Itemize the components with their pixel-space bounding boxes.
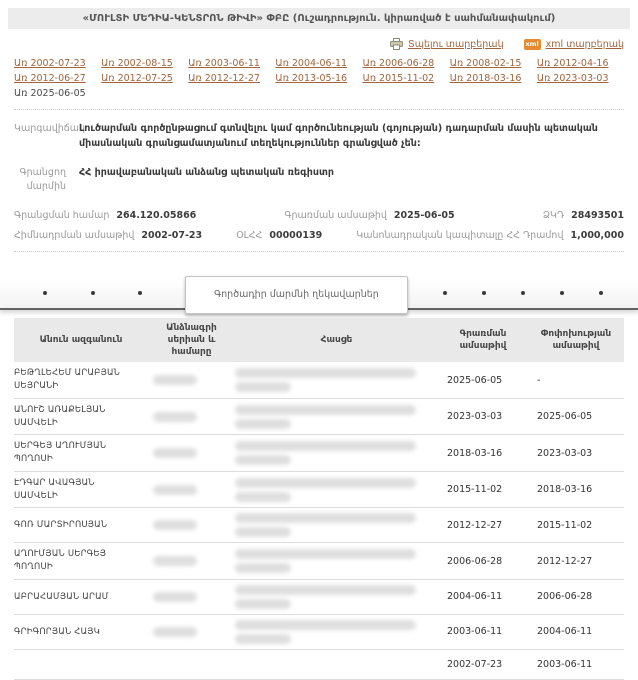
cell-name: ԲԵԹՂԼԵՀԵՄ ԱՐԱԲՅԱՆ ՍԵՅՐԱՆԻ — [14, 368, 121, 392]
record-date-label: Գրառման ամսաթիվ — [284, 209, 387, 221]
redacted-passport — [153, 627, 197, 637]
tab-bar — [0, 279, 638, 310]
collapsed-tabs-right — [408, 291, 638, 295]
redacted-address — [235, 549, 416, 559]
table-row — [14, 399, 624, 436]
collapsed-tab-dot[interactable] — [521, 291, 525, 295]
collapsed-tab-dot[interactable] — [560, 291, 564, 295]
registration-row-2 — [14, 230, 624, 241]
redacted-address — [235, 405, 416, 415]
redacted-passport — [153, 412, 197, 422]
registrar-value: ՀՀ իրավաբանական անձանց պետական ռեգիստր — [79, 167, 334, 179]
cell-change-date: 2012-12-27 — [537, 555, 593, 567]
col-header-address: Հասցե — [320, 335, 353, 346]
record-date-value: 2025-06-05 — [393, 209, 455, 221]
divider — [14, 109, 624, 110]
cell-record-date: 2023-03-03 — [447, 411, 503, 423]
record-date-field — [284, 210, 454, 221]
cell-address — [235, 620, 438, 644]
table-row — [14, 508, 624, 543]
collapsed-tab-dot[interactable] — [91, 291, 95, 295]
cell-passport — [148, 375, 235, 385]
registrar-label: Գրանցող մարմին — [19, 167, 66, 193]
version-link[interactable]: Առ 2012-12-27 — [188, 73, 260, 84]
olhh-field — [236, 230, 322, 241]
xml-version-label: xml տարբերակ — [545, 38, 624, 50]
cell-passport — [148, 448, 235, 458]
registration-number-field — [14, 210, 196, 221]
redacted-passport — [153, 520, 197, 530]
cell-change-date: 2015-11-02 — [537, 519, 593, 531]
table-row — [14, 650, 624, 680]
cell-change-date: 2023-03-03 — [537, 447, 593, 459]
table-row — [14, 435, 624, 472]
collapsed-tab-dot[interactable] — [443, 291, 447, 295]
print-version-label: Տպելու տարբերակ — [408, 38, 504, 50]
version-current: Առ 2025-06-05 — [14, 88, 86, 99]
redacted-address — [235, 585, 416, 595]
cell-record-date: 2006-06-28 — [447, 555, 503, 567]
version-link[interactable]: Առ 2008-02-15 — [449, 58, 522, 69]
table-body — [14, 362, 624, 680]
charter-capital-field — [356, 230, 624, 241]
cell-change-date: 2004-06-11 — [537, 626, 593, 638]
version-link[interactable]: Առ 2006-06-28 — [362, 58, 435, 69]
zkd-value: 28493501 — [571, 209, 624, 221]
company-info — [14, 122, 624, 194]
version-links — [14, 58, 624, 99]
version-link[interactable]: Առ 2012-06-27 — [14, 73, 86, 84]
collapsed-tab-dot[interactable] — [43, 291, 47, 295]
cell-change-date: 2018-03-16 — [537, 484, 593, 496]
cell-address — [235, 441, 438, 465]
table-row — [14, 543, 624, 580]
cell-name: ԳՈՌ ՄԱՐՏԻՐՈՍՅԱՆ — [14, 520, 108, 531]
collapsed-tab-dot[interactable] — [482, 291, 486, 295]
collapsed-tab-dot[interactable] — [138, 291, 142, 295]
cell-record-date: 2003-06-11 — [447, 626, 503, 638]
zkd-field — [543, 210, 624, 221]
registration-number-value: 264.120.05866 — [116, 209, 197, 221]
status-label: Կարգավիճակ — [14, 123, 86, 134]
cell-name: ՍԵՐԳԵՅ ԱՂՈՒՄՅԱՆ ՊՈՂՈՍԻ — [14, 441, 107, 465]
cell-record-date: 2004-06-11 — [447, 591, 503, 603]
col-header-name: Անուն ազգանուն — [39, 335, 123, 346]
redacted-passport — [153, 485, 197, 495]
version-link[interactable]: Առ 2023-03-03 — [536, 73, 609, 84]
olhh-value: 00000139 — [269, 229, 323, 241]
redacted-address — [235, 620, 416, 630]
version-link[interactable]: Առ 2012-07-25 — [101, 73, 173, 84]
version-link[interactable]: Առ 2013-05-16 — [275, 73, 348, 84]
table-row — [14, 580, 624, 615]
redacted-address — [235, 513, 416, 523]
status-value: Լուծարման գործընթացում գտնվելու կամ գործունեության (գոյության) դադարման մասին պետական միասնական գրանցամատյանում տեղեկություններ գրանցված չեն: — [79, 123, 598, 149]
cell-passport — [148, 412, 235, 422]
cell-record-date: 2002-07-23 — [447, 658, 503, 670]
version-link[interactable]: Առ 2003-06-11 — [188, 58, 260, 69]
table-row — [14, 362, 624, 399]
zkd-label: ՁԿԴ — [542, 209, 565, 221]
registration-number-label: Գրանցման համար — [14, 209, 110, 221]
redacted-address — [235, 455, 291, 465]
version-link[interactable]: Առ 2002-07-23 — [14, 58, 86, 69]
redacted-passport — [153, 448, 197, 458]
cell-name: ԱՂՈՒՄՅԱՆ ՍԵՐԳԵՅ ՊՈՂՈՍԻ — [14, 549, 107, 573]
cell-passport — [148, 520, 235, 530]
table-header-row — [14, 318, 624, 362]
founding-date-field — [14, 230, 202, 241]
col-header-change-date: Փոփոխության ամսաթիվ — [540, 329, 612, 352]
col-header-passport: Անձնագրի սերիան և համարը — [166, 322, 217, 358]
cell-change-date: 2003-06-11 — [537, 658, 593, 670]
cell-name: ԷԴԳԱՐ ԱՎԱԳՅԱՆ ՍԱՄՎԵԼԻ — [14, 477, 95, 501]
cell-address — [235, 368, 438, 392]
version-link[interactable]: Առ 2012-04-16 — [536, 58, 609, 69]
cell-passport — [148, 592, 235, 602]
executives-table — [14, 318, 624, 680]
cell-name: ԱԲՐԱՀԱՄՅԱՆ ԱՐԱՄ — [14, 591, 109, 602]
divider — [14, 251, 624, 252]
cell-address — [235, 405, 438, 429]
cell-record-date: 2025-06-05 — [447, 374, 503, 386]
redacted-address — [235, 382, 291, 392]
charter-capital-label: Կանոնադրական կապիտալը ՀՀ Դրամով — [356, 229, 564, 241]
redacted-passport — [153, 556, 197, 566]
xml-icon: xml — [525, 39, 539, 48]
version-link[interactable]: Առ 2004-06-11 — [275, 58, 348, 69]
charter-capital-value: 1,000,000 — [570, 229, 624, 241]
cell-name: ԱՆՈՒՇ ԱՌԱՔԵԼՅԱՆ ՍԱՄՎԵԼԻ — [14, 404, 106, 428]
cell-address — [235, 549, 438, 573]
founding-date-label: Հիմնադրման ամսաթիվ — [14, 229, 135, 241]
version-link[interactable]: Առ 2018-03-16 — [449, 73, 522, 84]
xml-version-link[interactable] — [524, 39, 624, 50]
cell-change-date: 2006-06-28 — [537, 591, 593, 603]
cell-passport — [148, 627, 235, 637]
cell-address — [235, 585, 438, 609]
redacted-address — [235, 419, 291, 429]
cell-address — [235, 478, 438, 502]
table-row — [14, 615, 624, 650]
cell-record-date: 2012-12-27 — [447, 519, 503, 531]
cell-passport — [148, 485, 235, 495]
redacted-address — [235, 599, 291, 609]
col-header-record-date: Գրառման ամսաթիվ — [459, 329, 507, 352]
version-link[interactable]: Առ 2002-08-15 — [101, 58, 173, 69]
founding-date-value: 2002-07-23 — [141, 229, 203, 241]
cell-record-date: 2018-03-16 — [447, 447, 503, 459]
redacted-address — [235, 527, 291, 537]
cell-address — [235, 513, 438, 537]
printer-icon — [390, 38, 403, 50]
collapsed-tab-dot[interactable] — [599, 291, 603, 295]
print-version-link[interactable] — [390, 38, 504, 50]
table-row — [14, 472, 624, 509]
cell-change-date: 2025-06-05 — [537, 411, 593, 423]
redacted-address — [235, 441, 416, 451]
export-actions — [0, 38, 638, 50]
collapsed-tabs-left — [0, 291, 185, 295]
redacted-address — [235, 492, 291, 502]
cell-passport — [148, 556, 235, 566]
cell-change-date: - — [537, 374, 541, 386]
redacted-passport — [153, 592, 197, 602]
version-link[interactable]: Առ 2015-11-02 — [362, 73, 435, 84]
redacted-address — [235, 478, 416, 488]
cell-name: ԳՐԻԳՈՐՅԱՆ ՀԱՅԿ — [14, 626, 101, 637]
olhh-label: ՕԼՀՀ — [236, 229, 263, 241]
redacted-passport — [153, 375, 197, 385]
redacted-address — [235, 563, 291, 573]
redacted-address — [235, 634, 291, 644]
redacted-address — [235, 368, 416, 378]
registration-row-1 — [14, 210, 624, 221]
cell-record-date: 2015-11-02 — [447, 484, 503, 496]
page-title: «ՄՈՒԼՏԻ ՄԵԴԻԱ-ԿԵՆՏՐՈՆ ԹԻՎԻ» ՓԲԸ (Ուշադրություն. կիրառված է սահմանափակում) — [8, 8, 630, 29]
tab-executive-heads[interactable]: Գործադիր մարմնի ղեկավարներ — [185, 276, 408, 314]
